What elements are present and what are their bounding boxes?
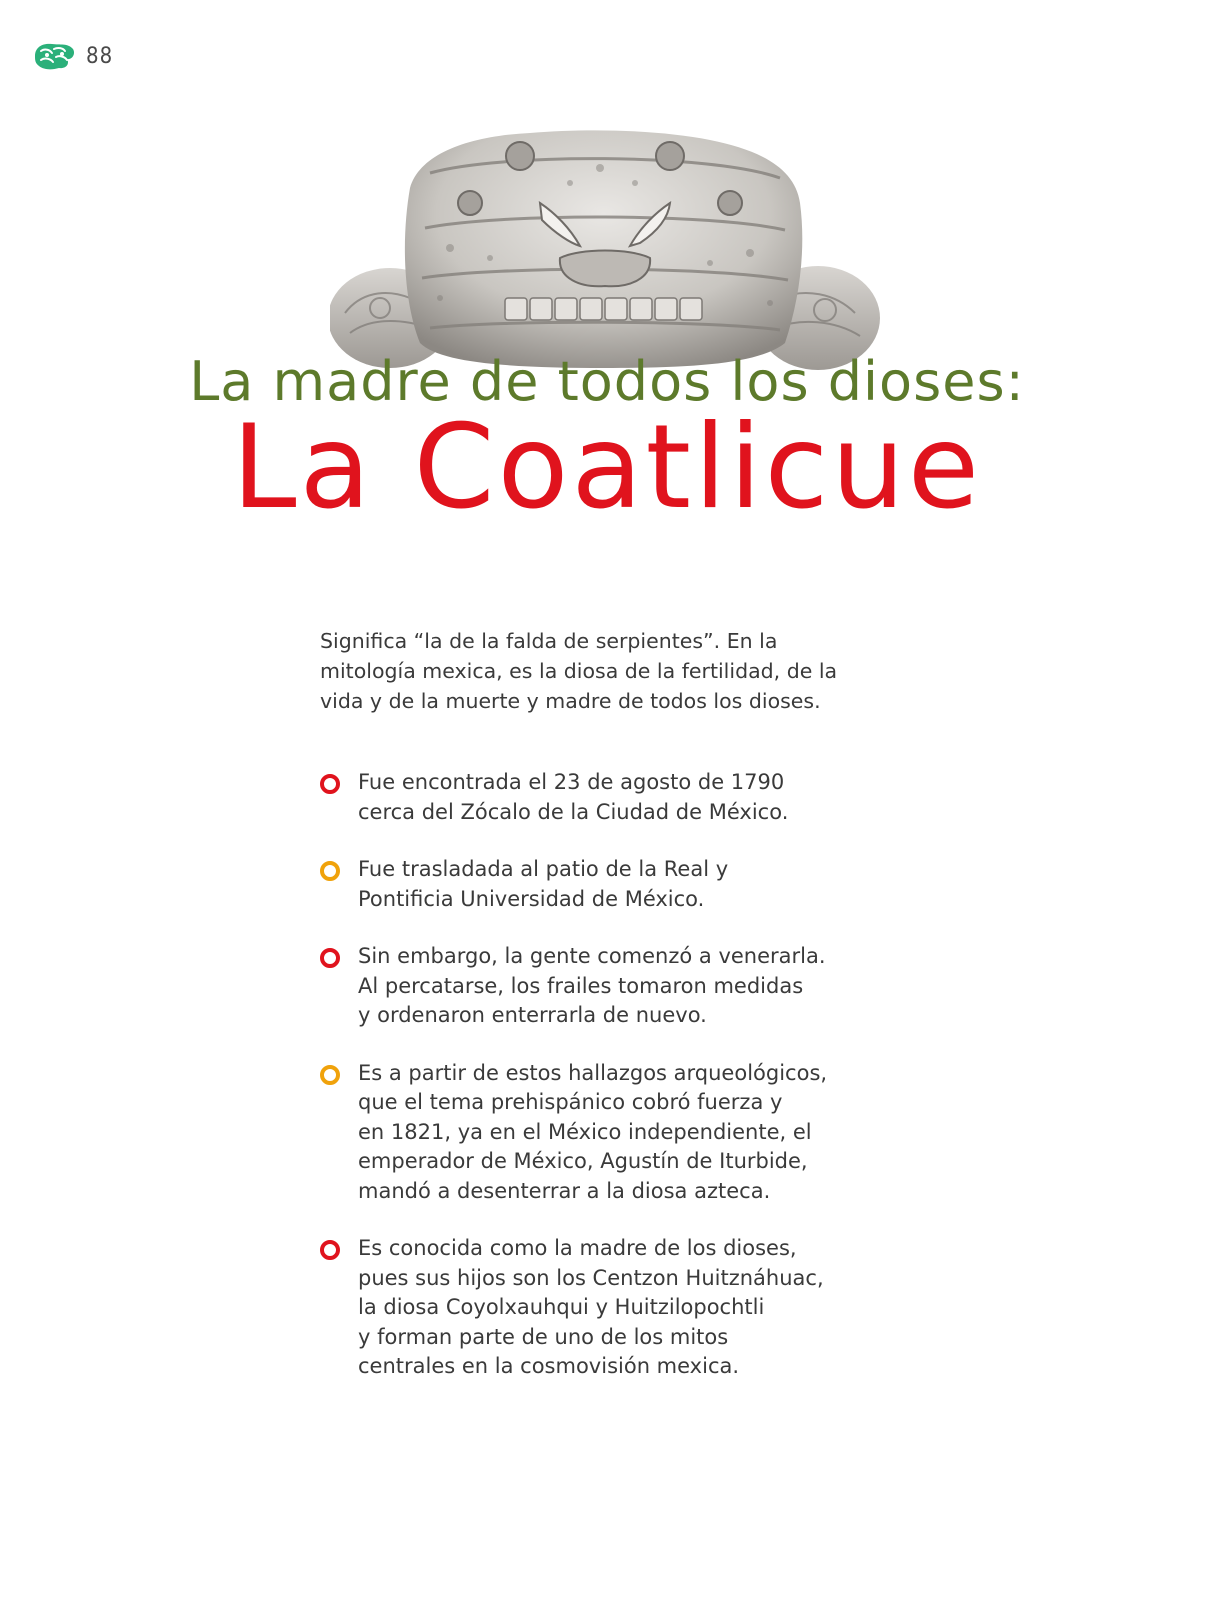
fact-line: la diosa Coyolxauhqui y Huitzilopochtli: [358, 1295, 765, 1319]
fact-line: cerca del Zócalo de la Ciudad de México.: [358, 799, 789, 824]
intro-line: vida y de la muerte y madre de todos los dioses.: [320, 689, 821, 713]
red-ring-bullet-icon: [320, 774, 340, 794]
red-ring-bullet-icon: [320, 1240, 340, 1260]
fact-line: en 1821, ya en el México independiente, el: [358, 1119, 812, 1144]
fact-line: mandó a desenterrar a la diosa azteca.: [358, 1178, 771, 1203]
fact-line: centrales en la cosmovisión mexica.: [358, 1354, 740, 1378]
fact-line: Es a partir de estos hallazgos arqueológicos,: [358, 1060, 828, 1085]
fact-line: emperador de México, Agustín de Iturbide,: [358, 1149, 808, 1173]
coatlicue-stone-sculpture-icon: [330, 128, 880, 378]
fact-item: [320, 942, 880, 1031]
page-title: La Coatlicue: [231, 400, 983, 535]
facts-list: [320, 768, 880, 1410]
fact-line: que el tema prehispánico cobró fuerza y: [358, 1090, 783, 1114]
fact-line: Sin embargo, la gente comenzó a venerarla.: [358, 944, 826, 968]
intro-paragraph: [320, 626, 900, 716]
fact-item: [320, 1234, 880, 1382]
page-number: 88: [86, 44, 114, 69]
orange-ring-bullet-icon: [320, 861, 340, 881]
intro-line: mitología mexica, es la diosa de la fertilidad, de la: [320, 659, 838, 683]
red-ring-bullet-icon: [320, 948, 340, 968]
intro-line: Significa “la de la falda de serpientes”. En la: [320, 629, 778, 653]
fact-item: [320, 1059, 880, 1207]
fact-line: Al percatarse, los frailes tomaron medidas: [358, 973, 804, 998]
title-subtitle: La madre de todos los dioses:: [189, 350, 1025, 413]
orange-ring-bullet-icon: [320, 1065, 340, 1085]
fact-line: Es conocida como la madre de los dioses,: [358, 1236, 797, 1260]
fact-item: [320, 855, 880, 914]
fact-line: Fue encontrada el 23 de agosto de 1790: [358, 770, 785, 794]
fact-line: pues sus hijos son los Centzon Huitznáhuac,: [358, 1265, 824, 1290]
serpent-glyph-icon: [32, 40, 76, 72]
fact-line: Pontificia Universidad de México.: [358, 886, 705, 911]
fact-line: y forman parte de uno de los mitos: [358, 1324, 729, 1349]
fact-item: [320, 768, 880, 827]
fact-line: Fue trasladada al patio de la Real y: [358, 857, 729, 881]
fact-line: y ordenaron enterrarla de nuevo.: [358, 1003, 707, 1027]
